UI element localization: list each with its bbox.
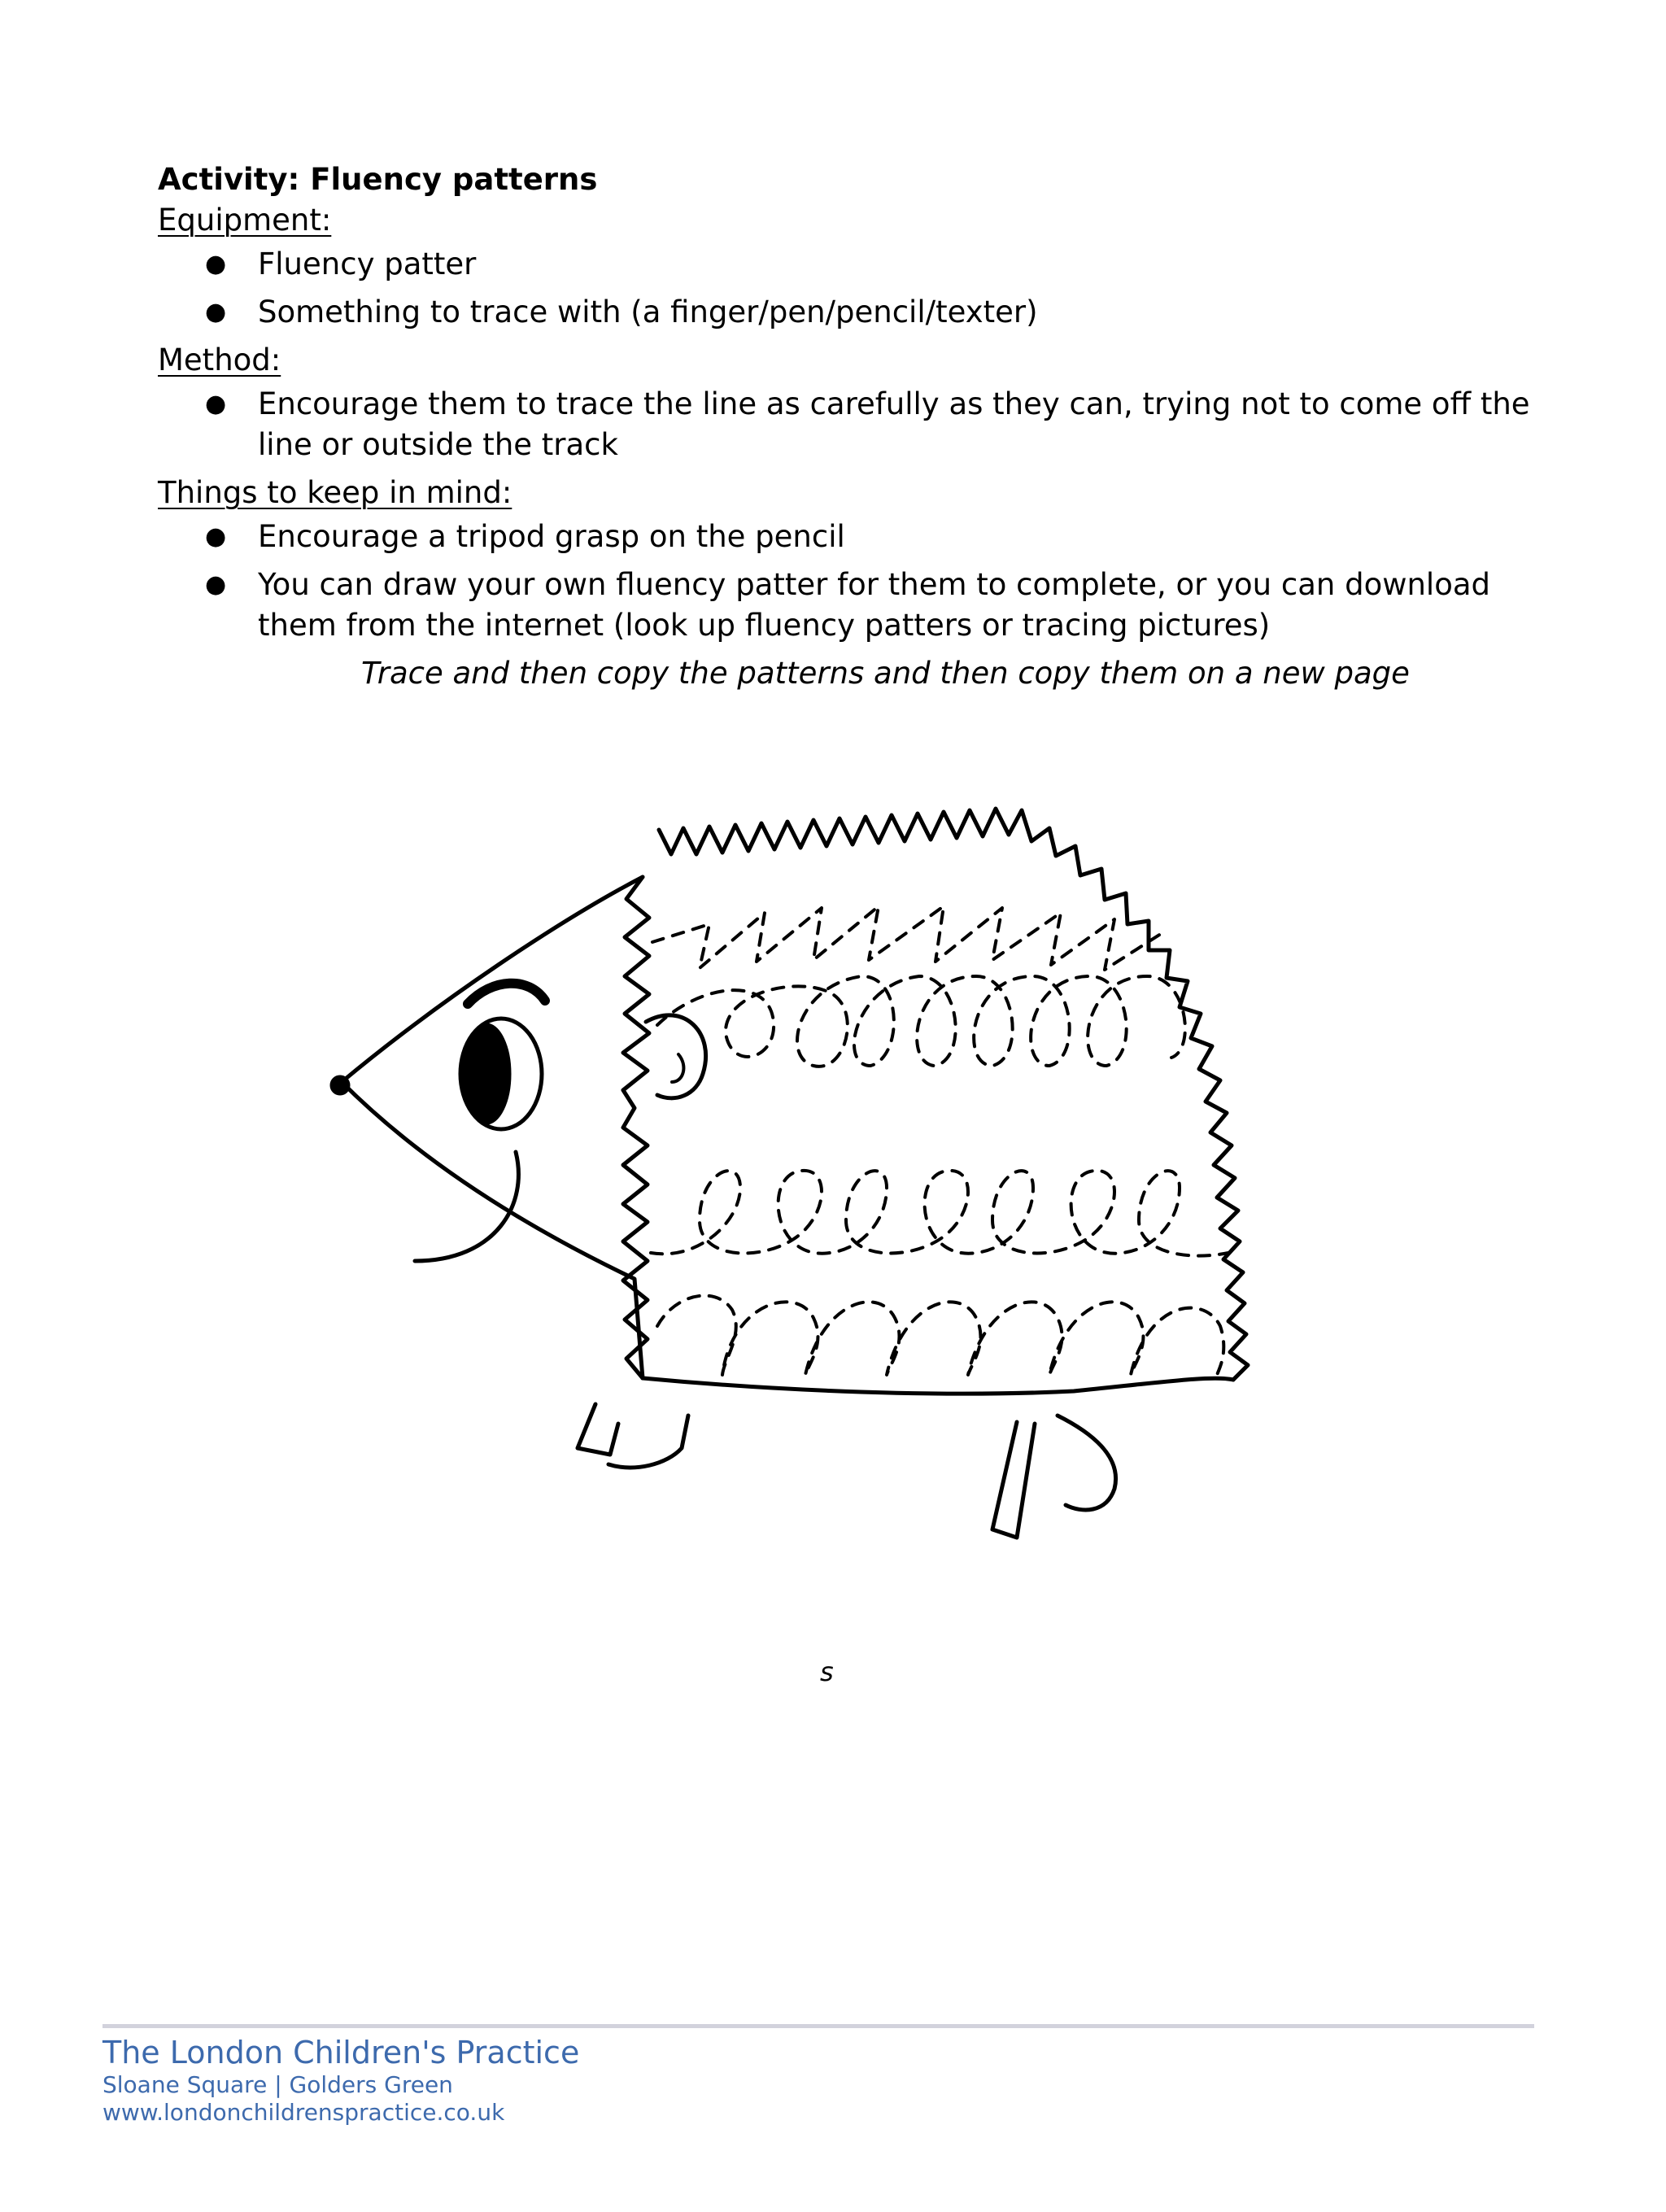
bullet-icon: ● <box>205 570 227 599</box>
list-item: ● Fluency patter <box>158 244 1541 285</box>
mind-heading: Things to keep in mind: <box>158 475 512 510</box>
nose-icon <box>330 1075 350 1095</box>
activity-text <box>158 159 1541 694</box>
list-item: ● You can draw your own fluency patter for them to complete, or you can download them from the internet (look up fluency patters or tracing pictures) <box>158 565 1541 646</box>
footer-locations: Sloane Square | Golders Green <box>102 2071 453 2098</box>
back-leg-icon <box>992 1416 1116 1538</box>
footer-website-link[interactable]: www.londonchildrenspractice.co.uk <box>102 2099 505 2126</box>
pattern-row-loops <box>657 976 1185 1067</box>
method-list <box>158 384 1541 465</box>
footer-divider <box>102 2024 1534 2028</box>
pattern-row-arches <box>657 1296 1223 1375</box>
bullet-icon: ● <box>205 390 227 418</box>
pupil-icon <box>462 1023 511 1124</box>
equipment-list <box>158 244 1541 333</box>
mind-list <box>158 517 1541 646</box>
bullet-icon: ● <box>205 250 227 278</box>
eyebrow-icon <box>468 984 545 1004</box>
list-item: ● Encourage a tripod grasp on the pencil <box>158 517 1541 557</box>
list-item: ● Encourage them to trace the line as carefully as they can, trying not to come off the line or outside the track <box>158 384 1541 465</box>
hedgehog-belly <box>643 1378 1233 1394</box>
pattern-row-zigzag <box>652 906 1163 970</box>
hedgehog-illustration <box>212 732 1481 1586</box>
page-letter: s <box>820 1656 834 1687</box>
front-leg-icon <box>578 1404 688 1468</box>
bullet-icon: ● <box>205 522 227 551</box>
footer <box>102 2034 579 2127</box>
footer-practice-name: The London Children's Practice <box>102 2035 580 2070</box>
method-heading: Method: <box>158 342 281 377</box>
hedgehog-spikes <box>659 809 1248 1380</box>
list-item: ● Something to trace with (a finger/pen/pencil/texter) <box>158 292 1541 333</box>
instruction-note: Trace and then copy the patterns and then copy them on a new page <box>361 656 1410 691</box>
ear-icon <box>646 1015 706 1098</box>
equipment-heading: Equipment: <box>158 203 332 238</box>
activity-title: Activity: Fluency patterns <box>158 162 598 197</box>
pattern-row-cursive-e <box>651 1171 1228 1256</box>
bullet-icon: ● <box>205 298 227 326</box>
